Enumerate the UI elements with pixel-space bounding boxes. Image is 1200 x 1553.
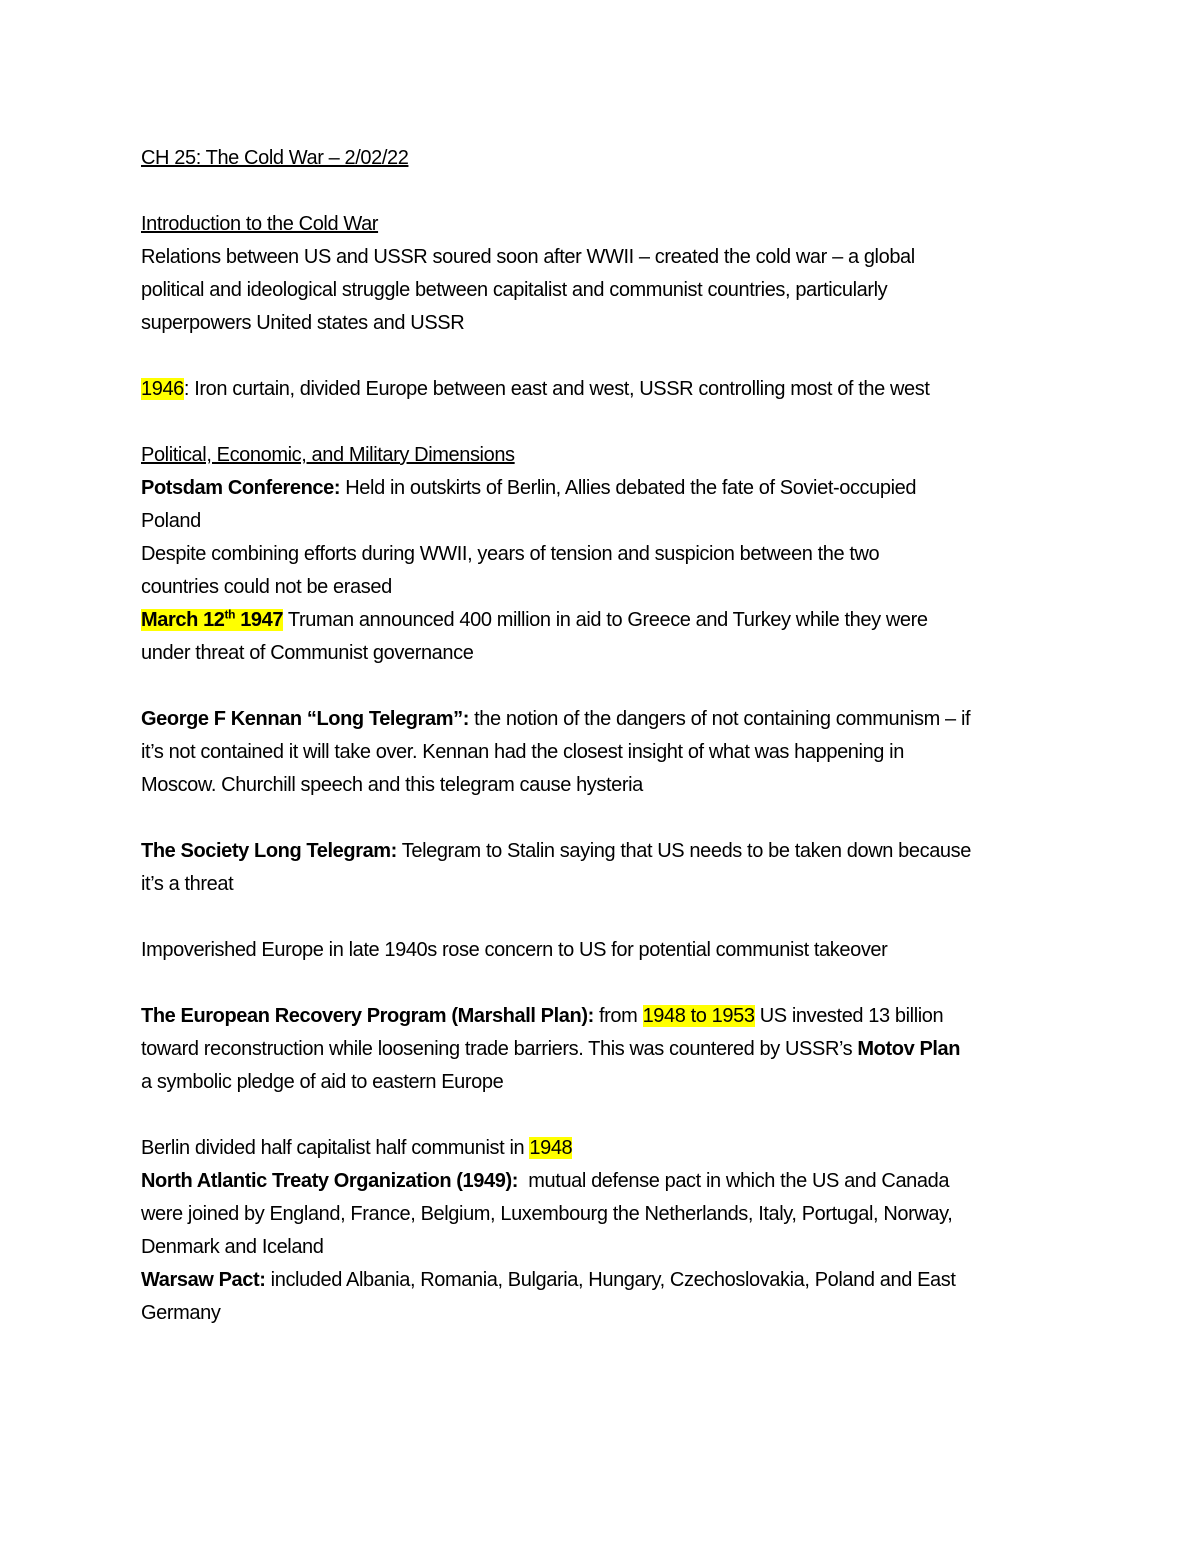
spacer [141, 1099, 1071, 1132]
marshall-line2-text: toward reconstruction while loosening trade barriers. This was countered by USSR’s [141, 1038, 858, 1060]
marshall-text-b: US invested 13 billion [754, 1005, 944, 1027]
spacer [141, 175, 1071, 208]
page-title: CH 25: The Cold War – 2/02/22 [141, 147, 409, 169]
iron-curtain-line [141, 373, 1071, 406]
dimensions-heading: Political, Economic, and Military Dimensions [141, 444, 515, 466]
nato-term: North Atlantic Treaty Organization (1949): [141, 1170, 518, 1192]
kennan-line-cont: it’s not contained it will take over. Kennan had the closest insight of what was happening in [141, 741, 904, 763]
nato-text: mutual defense pact in which the US and Canada [517, 1170, 950, 1192]
highlighted-year: 1948 [529, 1137, 573, 1159]
truman-line-2: under threat of Communist governance [141, 642, 474, 664]
spacer [141, 967, 1071, 1000]
warsaw-line-2: Germany [141, 1302, 221, 1324]
marshall-term: The European Recovery Program (Marshall Plan): [141, 1005, 594, 1027]
motov-plan-term: Motov Plan [857, 1038, 961, 1060]
soviet-telegram-line [141, 835, 1071, 868]
warsaw-text: included Albania, Romania, Bulgaria, Hungary, Czechoslovakia, Poland and East [265, 1269, 956, 1291]
berlin-line [141, 1132, 1071, 1165]
highlighted-year: 1946 [141, 378, 184, 400]
document-page [141, 142, 1071, 1330]
intro-line: political and ideological struggle between capitalist and communist countries, particularly [141, 279, 888, 301]
truman-text: Truman announced 400 million in aid to Greece and Turkey while they were [283, 609, 928, 631]
iron-curtain-text: : Iron curtain, divided Europe between east and west, USSR controlling most of the west [183, 378, 930, 400]
despite-line: countries could not be erased [141, 576, 392, 598]
marshall-line-3: a symbolic pledge of aid to eastern Europe [141, 1071, 504, 1093]
spacer [141, 802, 1071, 835]
potsdam-text: Held in outskirts of Berlin, Allies debated the fate of Soviet-occupied [340, 477, 917, 499]
impoverished-line: Impoverished Europe in late 1940s rose concern to US for potential communist takeover [141, 939, 888, 961]
warsaw-line [141, 1264, 1071, 1297]
nato-line-cont: Denmark and Iceland [141, 1236, 324, 1258]
kennan-line-cont: Moscow. Churchill speech and this telegram cause hysteria [141, 774, 643, 796]
berlin-text: Berlin divided half capitalist half communist in [141, 1137, 530, 1159]
soviet-telegram-term: The Society Long Telegram: [141, 840, 397, 862]
potsdam-term: Potsdam Conference: [141, 477, 341, 499]
marshall-text-a: from [593, 1005, 643, 1027]
kennan-line [141, 703, 1071, 736]
nato-line [141, 1165, 1071, 1198]
date-year: 1947 [235, 609, 284, 631]
spacer [141, 406, 1071, 439]
potsdam-line-2: Poland [141, 510, 201, 532]
date-month-day: March 12 [141, 609, 225, 631]
highlighted-date [141, 609, 283, 631]
marshall-line [141, 1000, 1071, 1033]
spacer [141, 340, 1071, 373]
intro-heading: Introduction to the Cold War [141, 213, 379, 235]
nato-line-cont: were joined by England, France, Belgium, Luxembourg the Netherlands, Italy, Portugal, Norway, [141, 1203, 953, 1225]
intro-line: Relations between US and USSR soured soon after WWII – created the cold war – a global [141, 246, 915, 268]
soviet-telegram-text: Telegram to Stalin saying that US needs to be taken down because [396, 840, 971, 862]
soviet-telegram-line-2: it’s a threat [141, 873, 234, 895]
marshall-line-2 [141, 1033, 1071, 1066]
date-suffix: th [224, 607, 236, 622]
potsdam-line [141, 472, 1071, 505]
kennan-text: the notion of the dangers of not containing communism – if [468, 708, 971, 730]
spacer [141, 901, 1071, 934]
spacer [141, 670, 1071, 703]
intro-line: superpowers United states and USSR [141, 312, 465, 334]
despite-line: Despite combining efforts during WWII, years of tension and suspicion between the two [141, 543, 880, 565]
kennan-term: George F Kennan “Long Telegram”: [141, 708, 469, 730]
truman-line [141, 604, 1071, 637]
highlighted-years: 1948 to 1953 [642, 1005, 755, 1027]
warsaw-term: Warsaw Pact: [141, 1269, 266, 1291]
